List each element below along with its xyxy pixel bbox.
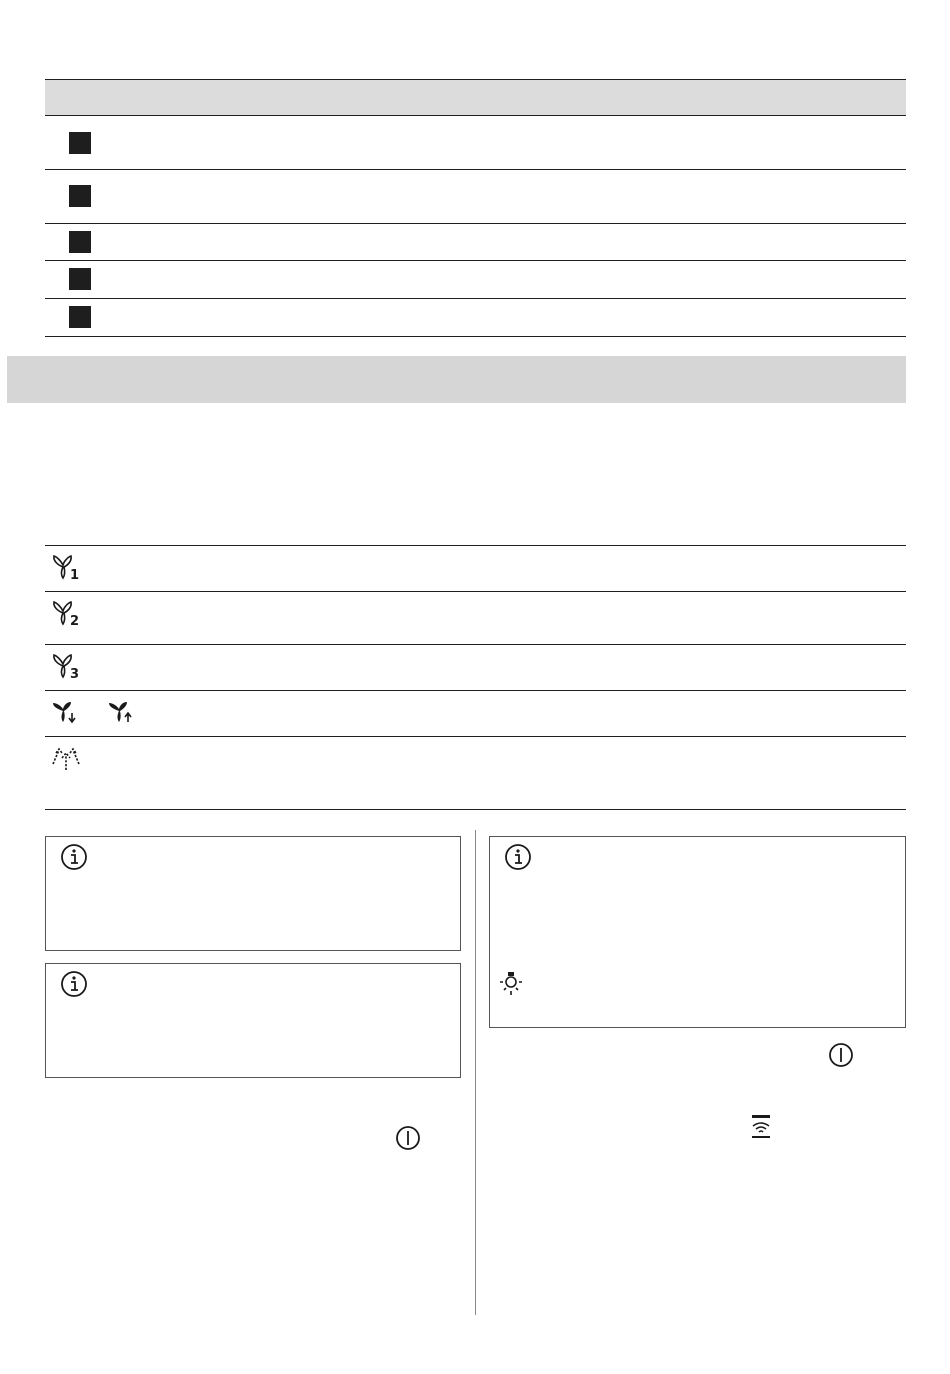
info-icon — [59, 842, 89, 872]
hob-to-hood-icon — [748, 1113, 774, 1141]
fan-speed-3-icon — [50, 652, 84, 680]
row-marker-3 — [69, 231, 91, 253]
table-bottom-rule — [45, 336, 906, 337]
table-header-band — [45, 80, 906, 115]
note-box-left-1 — [45, 836, 461, 951]
fan-speed-digit: 3 — [70, 667, 80, 680]
table-row-rule — [45, 223, 906, 224]
row-marker-2 — [69, 185, 91, 207]
section-heading-band — [7, 356, 906, 403]
column-divider — [475, 830, 476, 1315]
table-header-rule — [45, 115, 906, 116]
fan-speed-digit: 1 — [70, 568, 80, 581]
note-box-right — [489, 836, 906, 1028]
fan-up-icon — [106, 699, 134, 725]
row-marker-4 — [69, 268, 91, 290]
fan-speed-2-icon — [50, 599, 84, 627]
table-row-rule — [45, 298, 906, 299]
table-row-rule — [45, 260, 906, 261]
info-icon — [503, 842, 533, 872]
power-icon — [394, 1124, 422, 1152]
symbol-row-rule — [45, 591, 906, 592]
symbol-table-top-rule — [45, 545, 906, 546]
note-box-left-2 — [45, 963, 461, 1078]
power-icon — [827, 1041, 855, 1069]
symbol-row-rule — [45, 736, 906, 737]
symbol-table-bottom-rule — [45, 809, 906, 810]
table-row-rule — [45, 169, 906, 170]
light-bulb-icon — [498, 969, 524, 999]
symbol-row-rule — [45, 644, 906, 645]
fan-speed-digit: 2 — [70, 614, 80, 627]
symbol-row-rule — [45, 690, 906, 691]
boost-icon — [49, 744, 83, 772]
row-marker-1 — [69, 132, 91, 154]
info-icon — [59, 969, 89, 999]
fan-down-icon — [50, 699, 78, 725]
fan-speed-1-icon — [50, 553, 84, 581]
row-marker-5 — [69, 306, 91, 328]
